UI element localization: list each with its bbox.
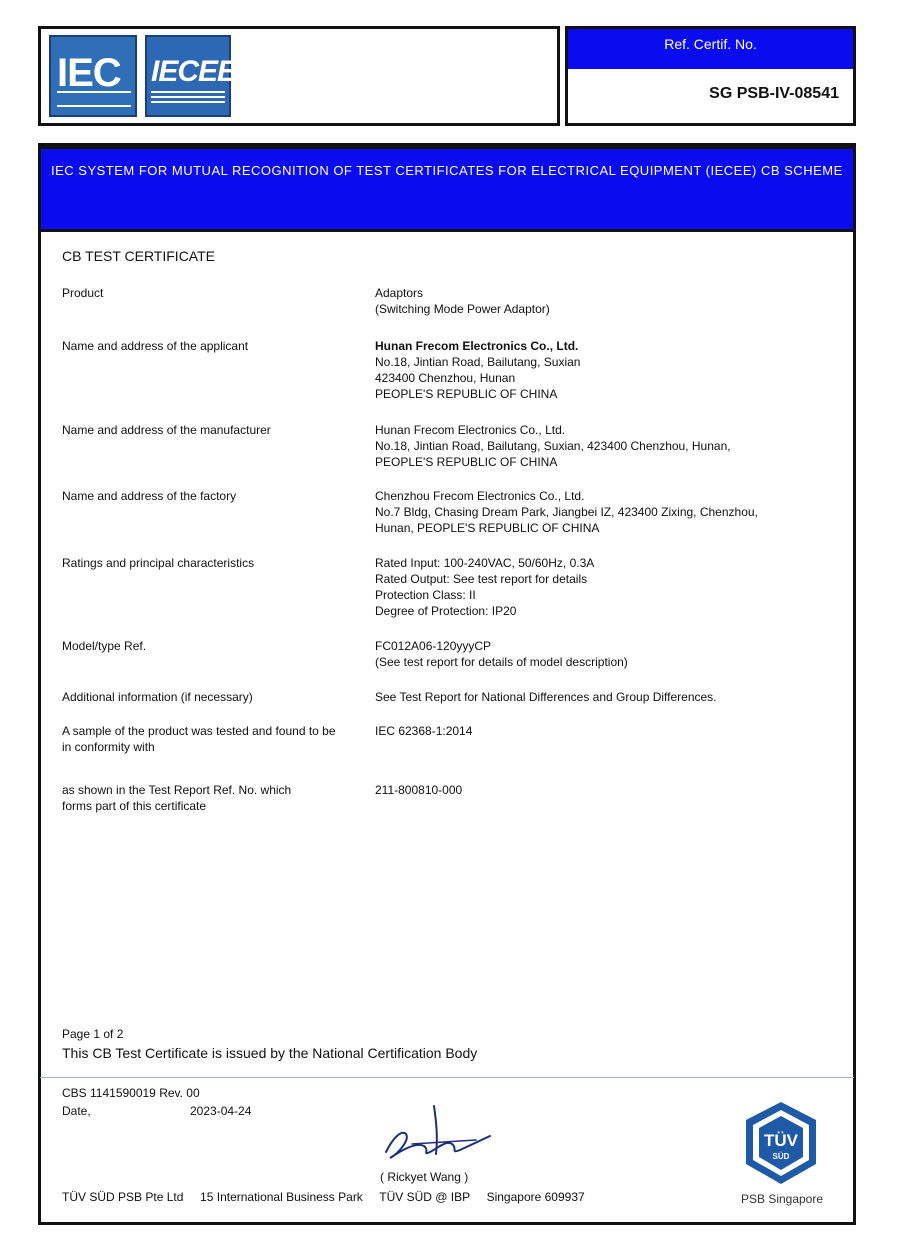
value-line: 423400 Chenzhou, Hunan xyxy=(375,371,516,385)
issued-statement: This CB Test Certificate is issued by the National Certification Body xyxy=(62,1045,478,1061)
field-label: Name and address of the manufacturer xyxy=(62,423,271,437)
value-line: 211-800810-000 xyxy=(375,783,463,797)
iec-logo-lines xyxy=(57,91,131,107)
field-label: Model/type Ref. xyxy=(62,639,147,653)
field-value xyxy=(375,555,835,619)
value-line: Adaptors xyxy=(375,286,424,300)
value-line: Hunan Frecom Electronics Co., Ltd. xyxy=(375,423,566,437)
value-line: Degree of Protection: IP20 xyxy=(375,604,517,618)
tuv-sud-logo xyxy=(738,1100,824,1186)
field-value xyxy=(375,723,835,739)
value-line: Protection Class: II xyxy=(375,588,476,602)
footer-divider xyxy=(40,1077,854,1078)
iec-logo xyxy=(49,35,137,117)
value-line: Rated Output: See test report for details xyxy=(375,572,588,586)
value-line: No.7 Bldg, Chasing Dream Park, Jiangbei IZ, 423400 Zixing, Chenzhou, xyxy=(375,505,758,519)
tuv-logo-subtext: SÜD xyxy=(772,1152,790,1161)
value-line: Hunan Frecom Electronics Co., Ltd. xyxy=(375,339,579,353)
value-line: Chenzhou Frecom Electronics Co., Ltd. xyxy=(375,489,585,503)
field-value xyxy=(375,782,835,798)
field-label: A sample of the product was tested and found to be in conformity with xyxy=(62,724,336,754)
scheme-banner: IEC SYSTEM FOR MUTUAL RECOGNITION OF TEST CERTIFICATES FOR ELECTRICAL EQUIPMENT (IECEE) CB SCHEME xyxy=(38,146,856,232)
cbs-reference: CBS 1141590019 Rev. 00 xyxy=(62,1086,200,1100)
value-line: PEOPLE'S REPUBLIC OF CHINA xyxy=(375,387,558,401)
tuv-logo-text: TÜV xyxy=(764,1131,798,1150)
field-value xyxy=(375,338,835,402)
value-line: Hunan, PEOPLE'S REPUBLIC OF CHINA xyxy=(375,521,600,535)
field-label: Name and address of the applicant xyxy=(62,339,249,353)
field-label: Additional information (if necessary) xyxy=(62,690,253,704)
ref-certificate-box xyxy=(565,26,856,126)
field-value xyxy=(375,638,835,670)
signature-image xyxy=(372,1100,502,1170)
field-value xyxy=(375,285,835,317)
value-line: IEC 62368-1:2014 xyxy=(375,724,473,738)
value-line: No.18, Jintian Road, Bailutang, Suxian, 423400 Chenzhou, Hunan, xyxy=(375,439,731,453)
ref-certif-number: SG PSB-IV-08541 xyxy=(709,85,839,102)
field-label: as shown in the Test Report Ref. No. which forms part of this certificate xyxy=(62,783,292,813)
field-label: Product xyxy=(62,286,104,300)
iecee-logo-stripe xyxy=(151,91,225,105)
ref-certif-label: Ref. Certif. No. xyxy=(568,29,853,69)
header-logo-box xyxy=(38,26,560,126)
iec-logo-text: IEC xyxy=(57,51,121,95)
issuer-address: TÜV SÜD PSB Pte Ltd 15 International Business Park TÜV SÜD @ IBP Singapore 609937 xyxy=(62,1190,585,1204)
value-line: FC012A06-120yyyCP xyxy=(375,639,492,653)
field-label: Ratings and principal characteristics xyxy=(62,556,255,570)
field-value xyxy=(375,488,835,536)
field-label: Name and address of the factory xyxy=(62,489,237,503)
psb-singapore-label: PSB Singapore xyxy=(740,1192,824,1206)
field-value xyxy=(375,422,835,470)
value-line: Rated Input: 100-240VAC, 50/60Hz, 0.3A xyxy=(375,556,595,570)
page-number: Page 1 of 2 xyxy=(62,1027,124,1041)
value-line: (Switching Mode Power Adaptor) xyxy=(375,302,550,316)
signer-name: ( Rickyet Wang ) xyxy=(380,1170,469,1184)
date-label: Date, xyxy=(62,1104,91,1118)
date-value: 2023-04-24 xyxy=(190,1104,252,1118)
value-line: No.18, Jintian Road, Bailutang, Suxian xyxy=(375,355,581,369)
value-line: See Test Report for National Differences and Group Differences. xyxy=(375,690,717,704)
value-line: PEOPLE'S REPUBLIC OF CHINA xyxy=(375,455,558,469)
iecee-logo xyxy=(145,35,237,117)
value-line: (See test report for details of model description) xyxy=(375,655,628,669)
iecee-logo-text: IECEE xyxy=(151,55,237,88)
certificate-title: CB TEST CERTIFICATE xyxy=(62,248,215,264)
field-value xyxy=(375,689,835,705)
